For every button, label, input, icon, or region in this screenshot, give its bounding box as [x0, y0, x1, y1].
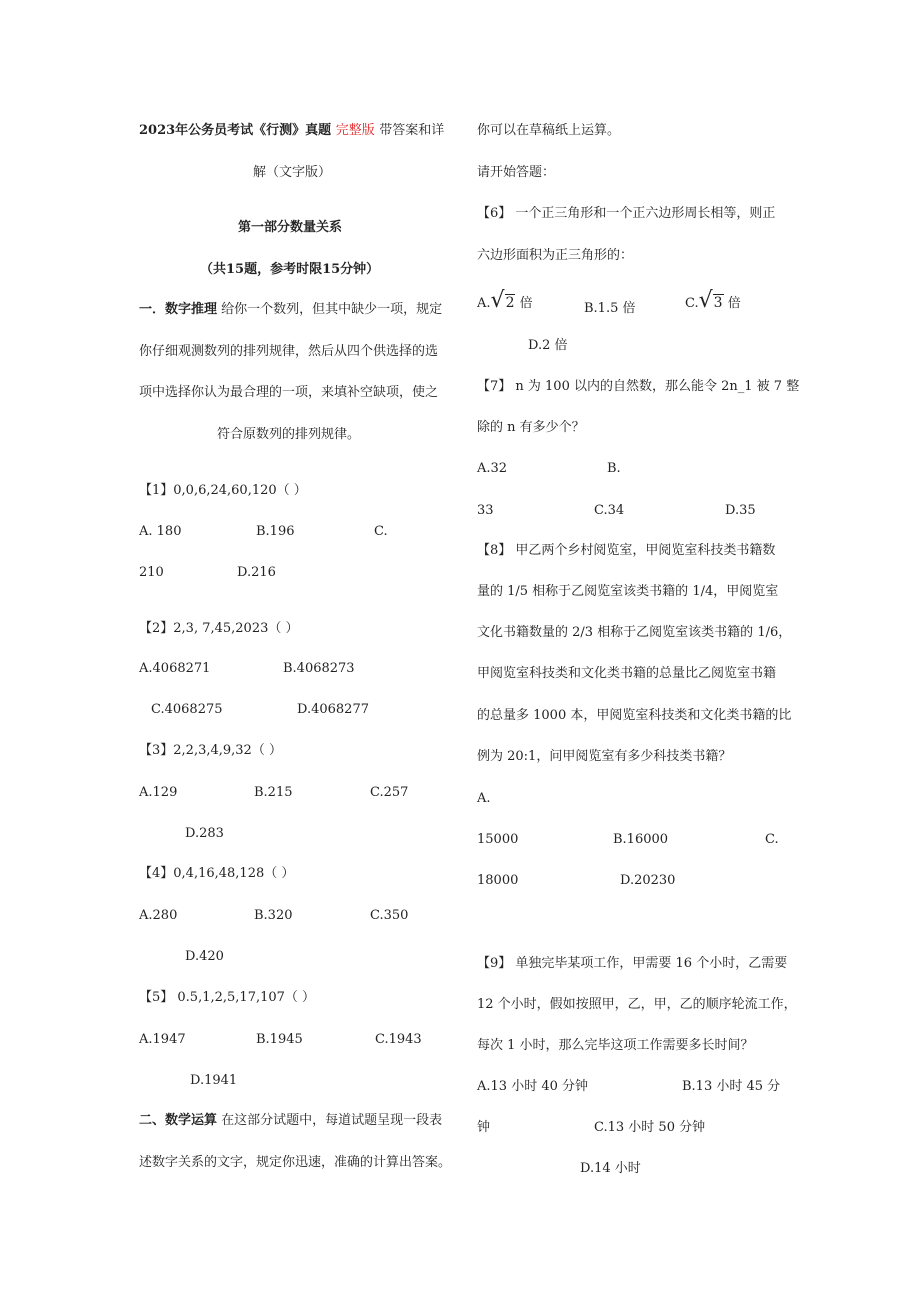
section2-text: 在这部分试题中，每道试题呈现一段表	[221, 1113, 443, 1128]
section1-text: 给你一个数列，但其中缺少一项，规定	[221, 302, 443, 317]
q4-stem: 【4】0,4,16,48,128（ ）	[139, 866, 295, 881]
q3-stem: 【3】2,2,3,4,9,32（ ）	[139, 743, 282, 758]
q3-option-d: D.283	[185, 826, 224, 841]
q6-option-d: D.2 倍	[528, 338, 568, 353]
q8-stem-line3: 文化书籍数量的 2/3 相称于乙阅览室该类书籍的 1/6，	[477, 625, 792, 640]
section1-intro-line2: 你仔细观测数列的排列规律，然后从四个供选择的选	[139, 344, 439, 359]
q1-option-c: C.	[374, 524, 388, 539]
q2-option-c: C.4068275	[151, 702, 223, 717]
sqrt-icon: √	[698, 288, 713, 313]
q7-stem-line1: 【7】 n 为 100 以内的自然数，那么能令 2n_1 被 7 整	[477, 379, 800, 394]
section1-intro-line1	[139, 303, 442, 316]
q8-stem-line6: 例为 20:1，问甲阅览室有多少科技类书籍？	[477, 749, 732, 764]
q4-option-a: A.280	[139, 908, 178, 923]
q1-option-a: A. 180	[139, 524, 182, 539]
q5-option-a: A.1947	[139, 1032, 186, 1047]
q1-option-d: D.216	[237, 565, 276, 580]
q6-option-c-label: C.	[685, 296, 699, 311]
q8-option-c: C.	[765, 832, 779, 847]
q4-option-b: B.320	[254, 908, 293, 923]
q9-stem-line3: 每次 1 小时，那么完毕这项工作需要多长时间？	[477, 1038, 754, 1053]
section1-intro-line4: 符合原数列的排列规律。	[217, 427, 361, 442]
part-heading: 第一部分数量关系	[238, 220, 343, 235]
q2-option-b: B.4068273	[283, 661, 355, 676]
doc-title-part-a	[139, 124, 444, 137]
q8-option-a-value: 15000	[477, 832, 519, 847]
q7-option-c: C.34	[594, 503, 625, 518]
q7-option-a: A.32	[477, 461, 508, 476]
q7-option-b: B.	[607, 461, 621, 476]
q6-option-c-radicand: 3	[713, 295, 723, 311]
q9-stem-line1: 【9】 单独完毕某项工作，甲需要 16 个小时，乙需要	[477, 956, 788, 971]
part-subheading: （共15题，参考时限15分钟）	[200, 262, 380, 277]
q6-option-c	[685, 290, 741, 312]
q8-option-a: A.	[477, 791, 491, 806]
q1-stem: 【1】0,0,6,24,60,120（ ）	[139, 483, 307, 498]
q7-option-d: D.35	[725, 503, 756, 518]
q2-option-a: A.4068271	[139, 661, 211, 676]
q9-option-b-cont: 钟	[477, 1120, 491, 1135]
section2-intro-line4: 请开始答题：	[477, 165, 556, 180]
q6-option-c-unit: 倍	[727, 296, 741, 311]
doc-title-line2: 解（文字版）	[253, 165, 332, 180]
q5-option-b: B.1945	[256, 1032, 303, 1047]
q6-option-a-unit: 倍	[519, 296, 533, 311]
q5-option-c: C.1943	[375, 1032, 422, 1047]
q8-stem-line5: 的总量多 1000 本，甲阅览室科技类和文化类书籍的比	[477, 708, 792, 723]
q2-stem: 【2】2,3, 7,45,2023（ ）	[139, 621, 299, 636]
q1-option-c-value: 210	[139, 565, 164, 580]
q8-option-d: D.20230	[620, 873, 676, 888]
doc-title-suffix: 带答案和详	[379, 123, 445, 138]
q9-option-c: C.13 小时 50 分钟	[594, 1120, 706, 1135]
q5-option-d: D.1941	[190, 1073, 238, 1088]
q9-option-d: D.14 小时	[580, 1161, 641, 1176]
q8-option-c-value: 18000	[477, 873, 519, 888]
q8-stem-line2: 量的 1/5 相称于乙阅览室该类书籍的 1/4，甲阅览室	[477, 584, 779, 599]
q8-stem-line1: 【8】 甲乙两个乡村阅览室，甲阅览室科技类书籍数	[477, 543, 776, 558]
q6-option-a-radicand: 2	[505, 295, 515, 311]
q6-stem-line1: 【6】 一个正三角形和一个正六边形周长相等，则正	[477, 206, 776, 221]
q1-option-b: B.196	[256, 524, 295, 539]
section1-intro-line3: 项中选择你认为最合理的一项，来填补空缺项，使之	[139, 385, 439, 400]
section2-label: 二、数学运算	[139, 1113, 218, 1128]
q5-stem: 【5】 0.5,1,2,5,17,107（ ）	[139, 990, 316, 1005]
q3-option-c: C.257	[370, 785, 409, 800]
q7-option-b-value: 33	[477, 503, 494, 518]
q6-option-a	[477, 290, 533, 312]
q6-option-b: B.1.5 倍	[584, 301, 636, 316]
doc-title-highlight: 完整版	[335, 123, 375, 138]
q3-option-b: B.215	[254, 785, 293, 800]
q8-stem-line4: 甲阅览室科技类和文化类书籍的总量比乙阅览室书籍	[477, 666, 777, 681]
q4-option-d: D.420	[185, 949, 224, 964]
q8-option-b: B.16000	[613, 832, 669, 847]
sqrt-icon: √	[490, 288, 505, 313]
q9-option-a: A.13 小时 40 分钟	[477, 1079, 589, 1094]
q6-option-a-label: A.	[477, 296, 491, 311]
q2-option-d: D.4068277	[297, 702, 369, 717]
q9-option-b: B.13 小时 45 分	[682, 1079, 781, 1094]
q4-option-c: C.350	[370, 908, 409, 923]
q9-stem-line2: 12 个小时，假如按照甲，乙，甲，乙的顺序轮流工作，	[477, 997, 797, 1012]
q7-stem-line2: 除的 n 有多少个？	[477, 420, 585, 435]
q6-stem-line2: 六边形面积为正三角形的：	[477, 248, 634, 263]
doc-title-text: 2023年公务员考试《行测》真题	[139, 123, 332, 138]
q3-option-a: A.129	[139, 785, 178, 800]
section1-label: 一．数字推理	[139, 302, 218, 317]
section2-intro-line1	[139, 1114, 442, 1127]
section2-intro-line2: 述数字关系的文字，规定你迅速，准确的计算出答案。	[139, 1155, 452, 1170]
section2-intro-line3: 你可以在草稿纸上运算。	[477, 123, 621, 138]
